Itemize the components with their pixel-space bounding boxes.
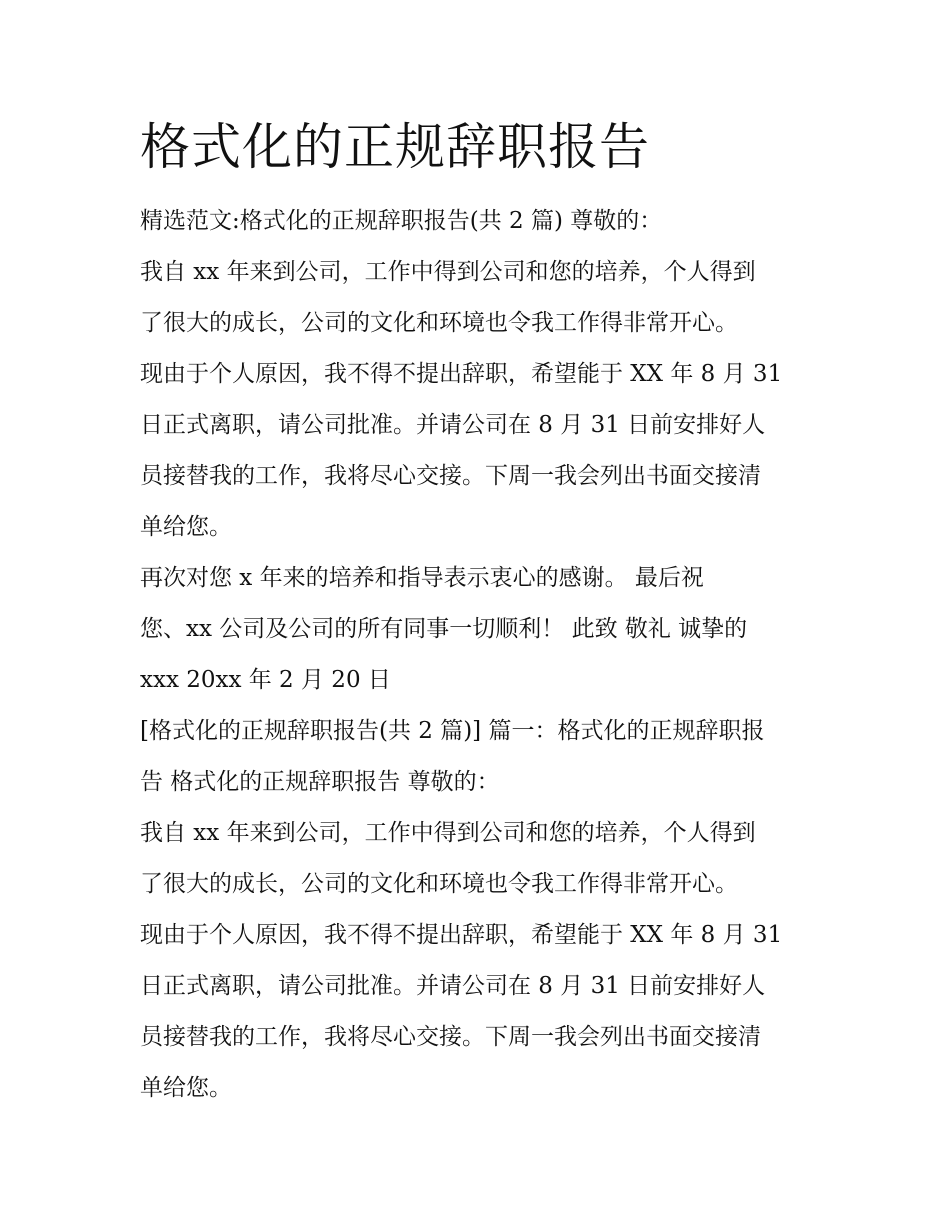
document-title: 格式化的正规辞职报告	[140, 118, 650, 176]
text-line: 精选范文:格式化的正规辞职报告(共 2 篇) 尊敬的：	[140, 208, 663, 234]
text-line: 我自 xx 年来到公司，工作中得到公司和您的培养，个人得到	[140, 820, 756, 846]
text-line: 现由于个人原因，我不得不提出辞职，希望能于 XX 年 8 月 31	[140, 922, 783, 948]
text-line: 员接替我的工作，我将尽心交接。下周一我会列出书面交接清	[140, 463, 761, 489]
text-line: xxx 20xx 年 2 月 20 日	[140, 667, 391, 693]
text-line: 单给您。	[140, 1075, 232, 1101]
text-line: 我自 xx 年来到公司，工作中得到公司和您的培养，个人得到	[140, 259, 756, 285]
text-line: 告 格式化的正规辞职报告 尊敬的：	[140, 769, 500, 795]
text-line: 了很大的成长，公司的文化和环境也令我工作得非常开心。	[140, 871, 738, 897]
text-line: 了很大的成长，公司的文化和环境也令我工作得非常开心。	[140, 310, 738, 336]
text-line: 您、xx 公司及公司的所有同事一切顺利！ 此致 敬礼 诚挚的	[140, 616, 748, 642]
text-line: 再次对您 x 年来的培养和指导表示衷心的感谢。 最后祝	[140, 565, 704, 591]
text-line: 现由于个人原因，我不得不提出辞职，希望能于 XX 年 8 月 31	[140, 361, 783, 387]
text-line: 日正式离职，请公司批准。并请公司在 8 月 31 日前安排好人	[140, 973, 766, 999]
text-line: 单给您。	[140, 514, 232, 540]
text-line: [格式化的正规辞职报告(共 2 篇)] 篇一：格式化的正规辞职报	[140, 718, 765, 744]
text-line: 员接替我的工作，我将尽心交接。下周一我会列出书面交接清	[140, 1024, 761, 1050]
text-line: 日正式离职，请公司批准。并请公司在 8 月 31 日前安排好人	[140, 412, 766, 438]
